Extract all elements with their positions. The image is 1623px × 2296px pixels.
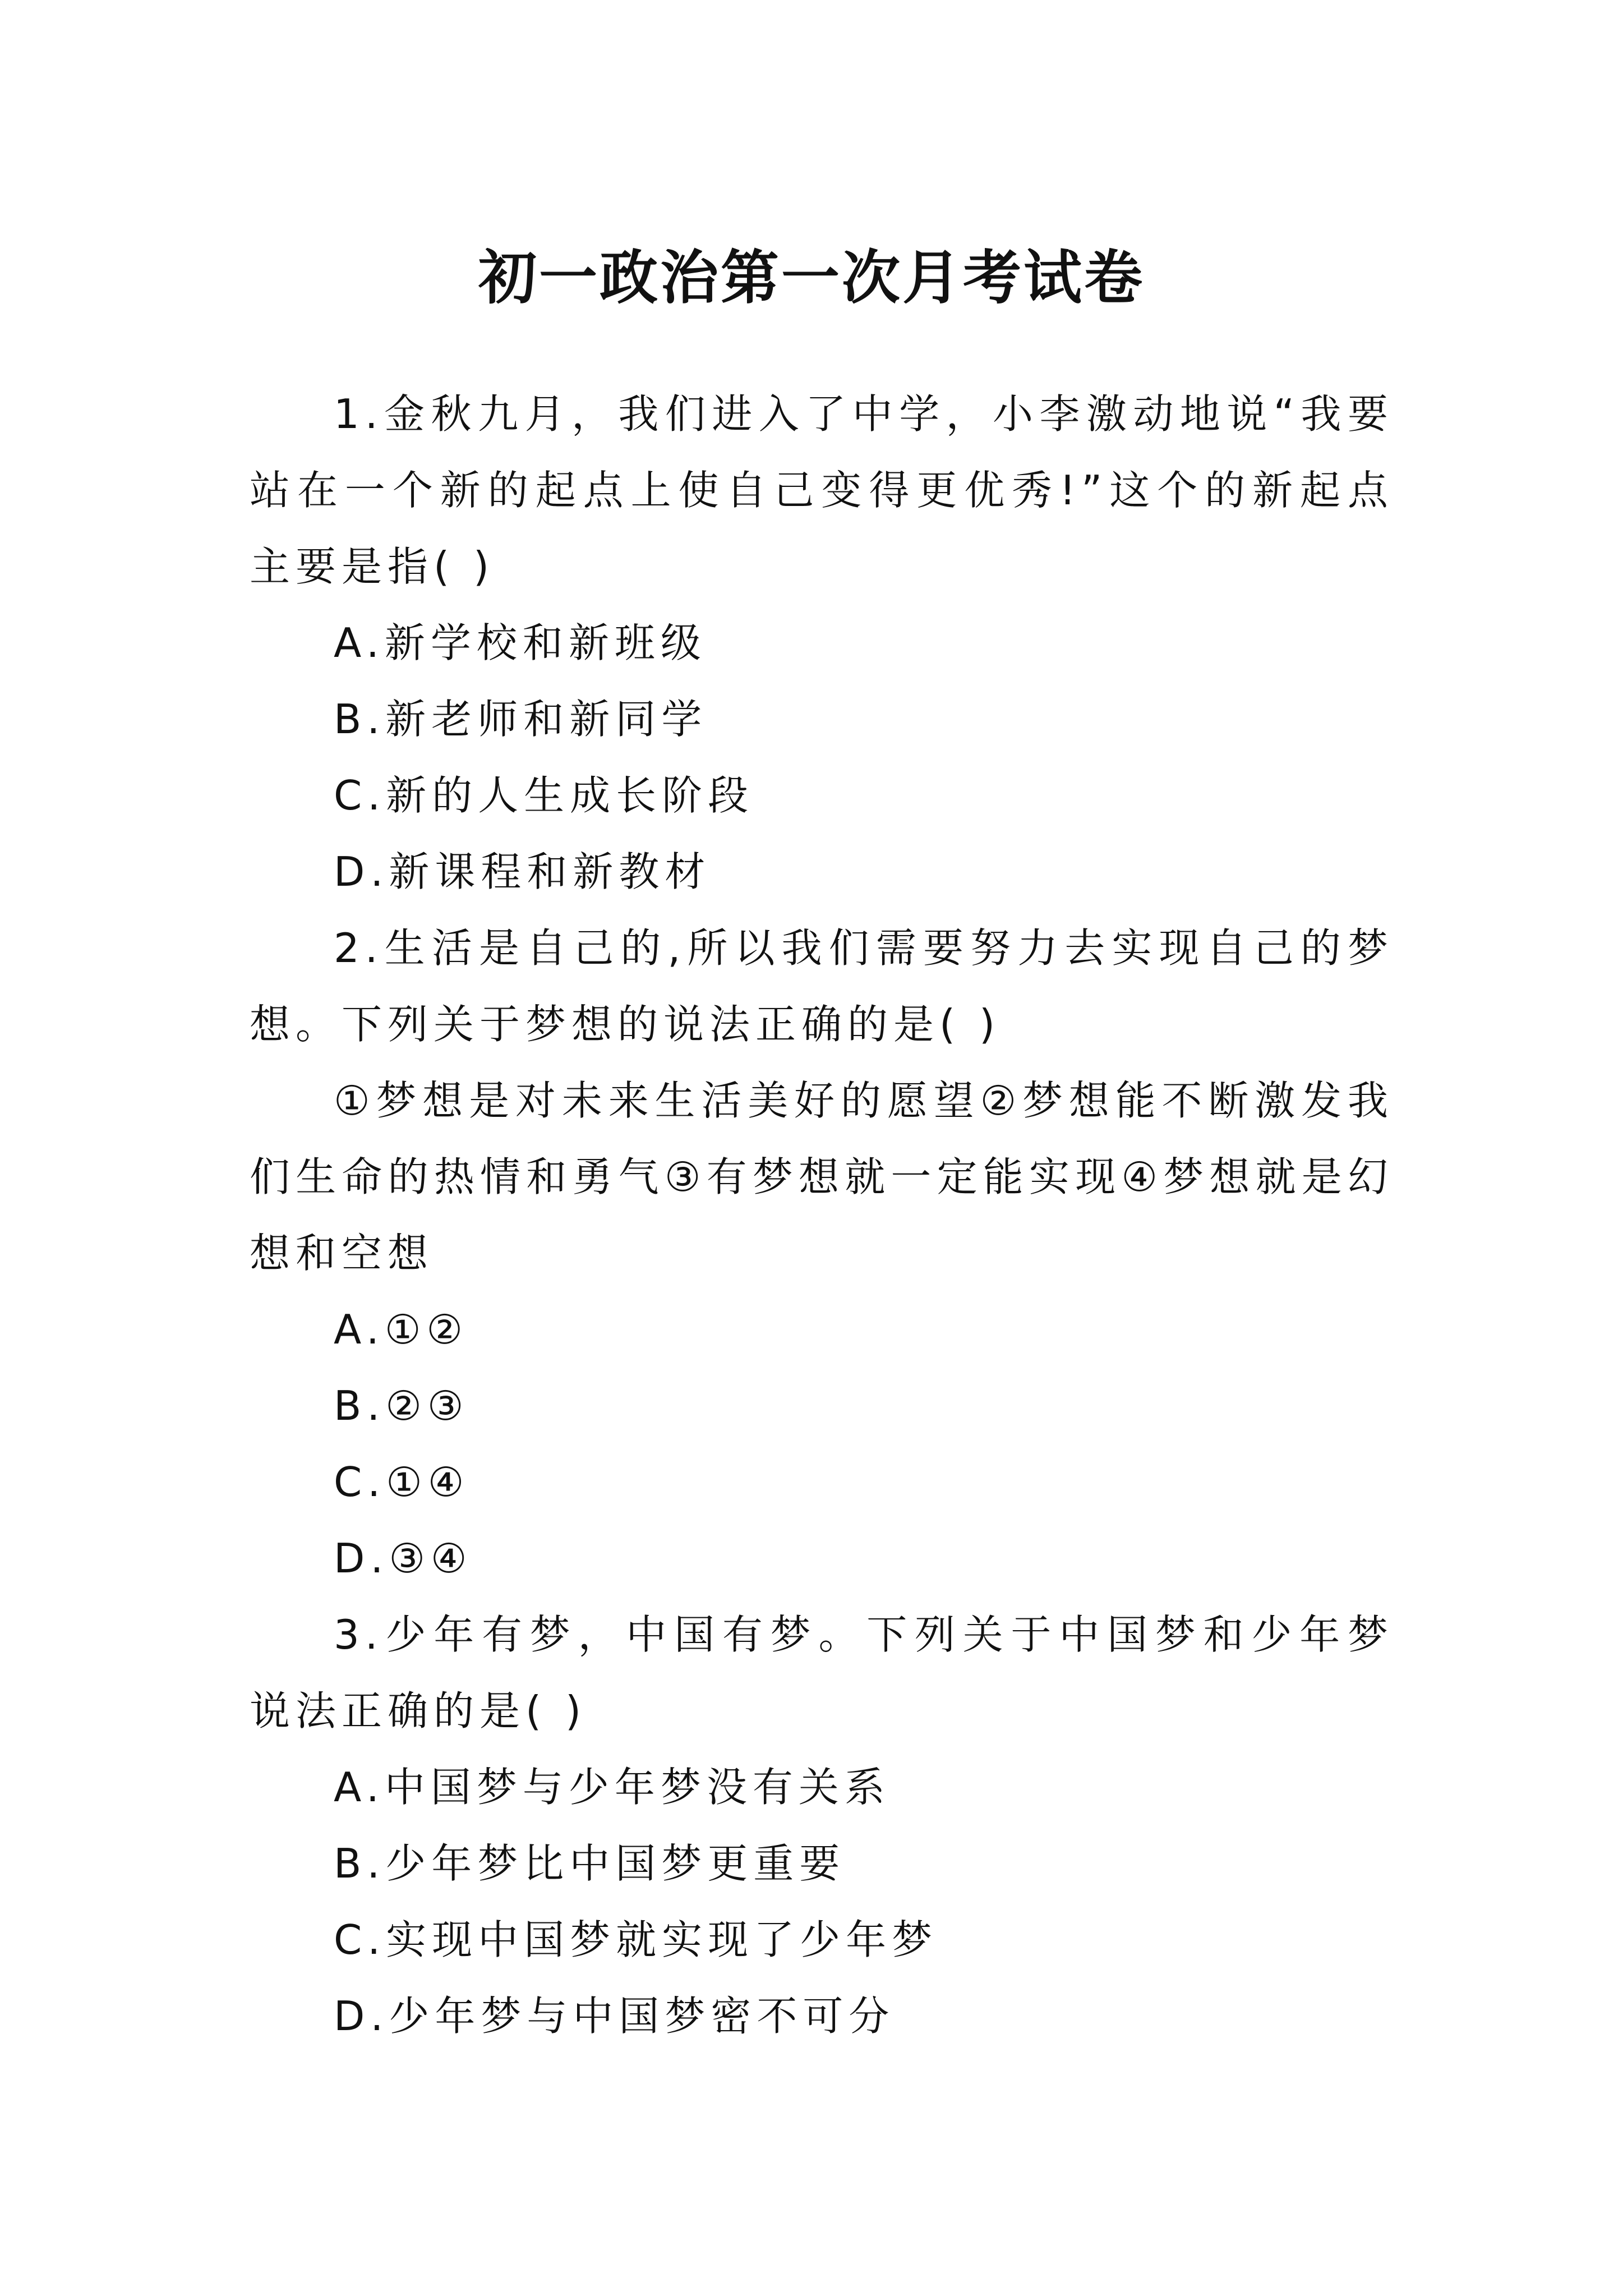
question-list — [250, 376, 1394, 2054]
option-b: B.新老师和新同学 — [334, 696, 708, 743]
question-stem: 1.金秋九月，我们进入了中学，小李激动地说“我要站在一个新的起点上使自己变得更优秀!”这个的新起点主要是指( ) — [250, 390, 1394, 590]
document-title: 初一政治第一次月考试卷 — [478, 242, 1145, 312]
option-b: B.少年梦比中国梦更重要 — [334, 1840, 846, 1887]
question-stem: 2.生活是自己的,所以我们需要努力去实现自己的梦想。下列关于梦想的说法正确的是( ) — [250, 924, 1394, 1048]
option-d: D.③④ — [334, 1535, 473, 1582]
option-a: A.①② — [334, 1306, 468, 1353]
option-a: A.中国梦与少年梦没有关系 — [334, 1764, 891, 1811]
option-c: C.①④ — [334, 1458, 470, 1506]
option-a: A.新学校和新班级 — [334, 619, 707, 666]
option-d: D.新课程和新教材 — [334, 848, 711, 895]
question-3 — [250, 1596, 1394, 2054]
question-stem: 3.少年有梦，中国有梦。下列关于中国梦和少年梦说法正确的是( ) — [250, 1611, 1394, 1734]
option-d: D.少年梦与中国梦密不可分 — [334, 1993, 895, 2040]
option-b: B.②③ — [334, 1382, 469, 1429]
option-c: C.新的人生成长阶段 — [334, 772, 754, 819]
question-1 — [250, 376, 1394, 910]
option-c: C.实现中国梦就实现了少年梦 — [334, 1916, 938, 1963]
question-statements: ①梦想是对未来生活美好的愿望②梦想能不断激发我们生命的热情和勇气③有梦想就一定能实现④梦想就是幻想和空想 — [250, 1077, 1394, 1277]
question-2 — [250, 910, 1394, 1596]
